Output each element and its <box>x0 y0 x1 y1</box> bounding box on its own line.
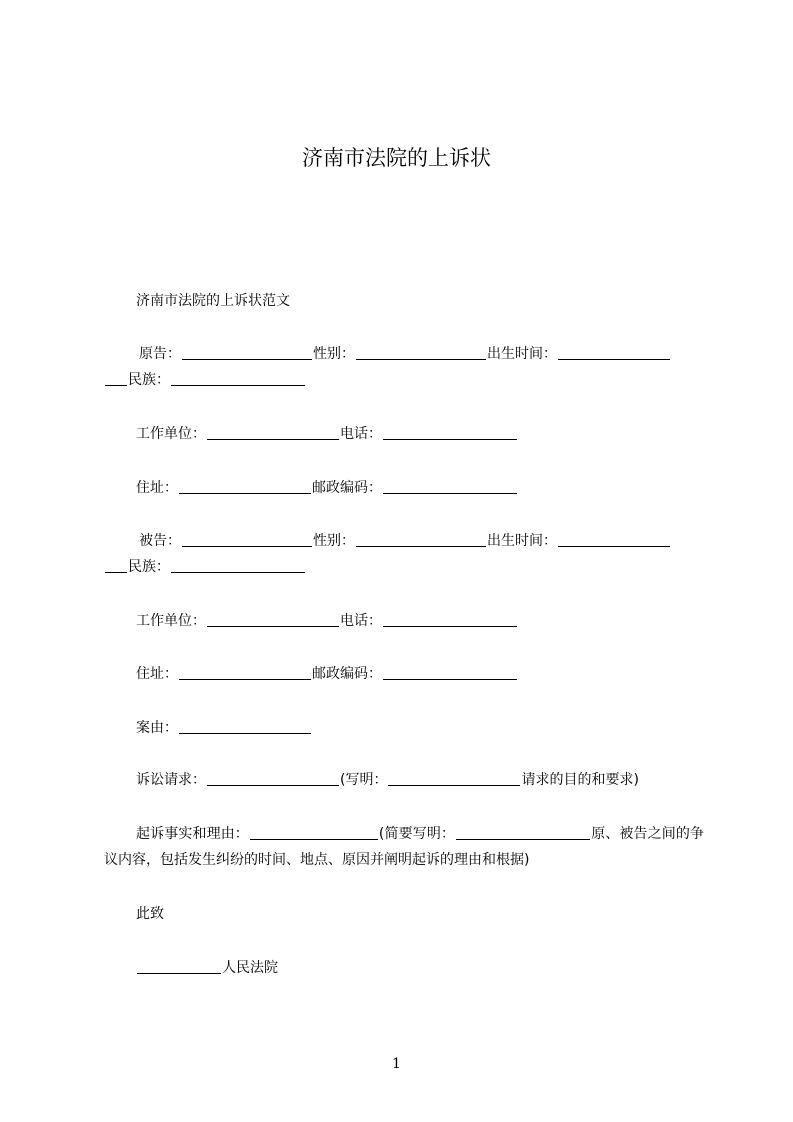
defendant-postcode-field[interactable] <box>383 665 517 680</box>
defendant-birth-field[interactable] <box>558 532 670 547</box>
defendant-birth-field-continued[interactable] <box>105 558 127 573</box>
defendant-label: 被告： <box>139 533 181 549</box>
defendant-gender-field[interactable] <box>356 532 486 547</box>
defendant-birth-label: 出生时间： <box>487 533 557 549</box>
document-subtitle: 济南市法院的上诉状范文 <box>136 293 290 309</box>
plaintiff-birth-field[interactable] <box>558 345 670 360</box>
court-suffix: 人民法院 <box>222 960 278 976</box>
defendant-workplace-line <box>104 608 704 634</box>
defendant-line-2 <box>104 554 704 580</box>
defendant-workplace-field[interactable] <box>207 612 339 627</box>
plaintiff-birth-field-continued[interactable] <box>105 371 127 386</box>
plaintiff-phone-field[interactable] <box>383 425 517 440</box>
plaintiff-gender-field[interactable] <box>356 345 486 360</box>
defendant-line-1 <box>104 528 704 554</box>
defendant-phone-field[interactable] <box>383 612 517 627</box>
plaintiff-workplace-field[interactable] <box>207 425 339 440</box>
plaintiff-birth-label: 出生时间： <box>487 346 557 362</box>
plaintiff-postcode-field[interactable] <box>383 479 517 494</box>
claims-note-field[interactable] <box>388 771 520 786</box>
case-label: 案由： <box>136 720 178 736</box>
claims-note-open: (写明： <box>340 772 388 788</box>
closing-line: 此致 <box>136 906 164 922</box>
facts-note-field[interactable] <box>456 825 590 840</box>
defendant-name-field[interactable] <box>182 532 312 547</box>
claims-label: 诉讼请求： <box>136 772 206 788</box>
defendant-address-field[interactable] <box>179 665 311 680</box>
plaintiff-name-field[interactable] <box>182 345 312 360</box>
court-line <box>104 955 704 981</box>
facts-note-open: (简要写明： <box>378 826 456 842</box>
claims-note-close: 请求的目的和要求) <box>521 772 639 788</box>
defendant-postcode-label: 邮政编码： <box>312 666 382 682</box>
plaintiff-ethnicity-field[interactable] <box>171 371 305 386</box>
plaintiff-postcode-label: 邮政编码： <box>312 480 382 496</box>
plaintiff-line-2 <box>104 367 704 393</box>
case-field[interactable] <box>179 719 311 734</box>
plaintiff-workplace-line <box>104 421 704 447</box>
claims-field[interactable] <box>207 771 339 786</box>
plaintiff-address-line <box>104 475 704 501</box>
plaintiff-address-label: 住址： <box>136 480 178 496</box>
facts-label: 起诉事实和理由： <box>136 826 249 842</box>
court-name-field[interactable] <box>137 959 221 974</box>
defendant-address-label: 住址： <box>136 666 178 682</box>
plaintiff-phone-label: 电话： <box>340 426 382 442</box>
defendant-gender-label: 性别： <box>313 533 355 549</box>
case-line <box>104 715 704 741</box>
plaintiff-address-field[interactable] <box>179 479 311 494</box>
page-number: 1 <box>392 1056 401 1072</box>
document-title: 济南市法院的上诉状 <box>302 146 491 170</box>
defendant-ethnicity-field[interactable] <box>171 558 305 573</box>
plaintiff-ethnicity-label: 民族： <box>128 372 170 388</box>
plaintiff-line-1 <box>104 341 704 367</box>
defendant-ethnicity-label: 民族： <box>128 559 170 575</box>
facts-paragraph <box>104 821 704 873</box>
defendant-phone-label: 电话： <box>340 613 382 629</box>
plaintiff-workplace-label: 工作单位： <box>136 426 206 442</box>
plaintiff-label: 原告： <box>139 346 181 362</box>
facts-note-rest: 原、被告之间的争议内容，包括发生纠纷的时间、地点、原因并阐明起诉的理由和根据) <box>104 826 704 868</box>
defendant-workplace-label: 工作单位： <box>136 613 206 629</box>
facts-field[interactable] <box>250 825 378 840</box>
plaintiff-gender-label: 性别： <box>313 346 355 362</box>
claims-line <box>104 767 704 793</box>
defendant-address-line <box>104 661 704 687</box>
